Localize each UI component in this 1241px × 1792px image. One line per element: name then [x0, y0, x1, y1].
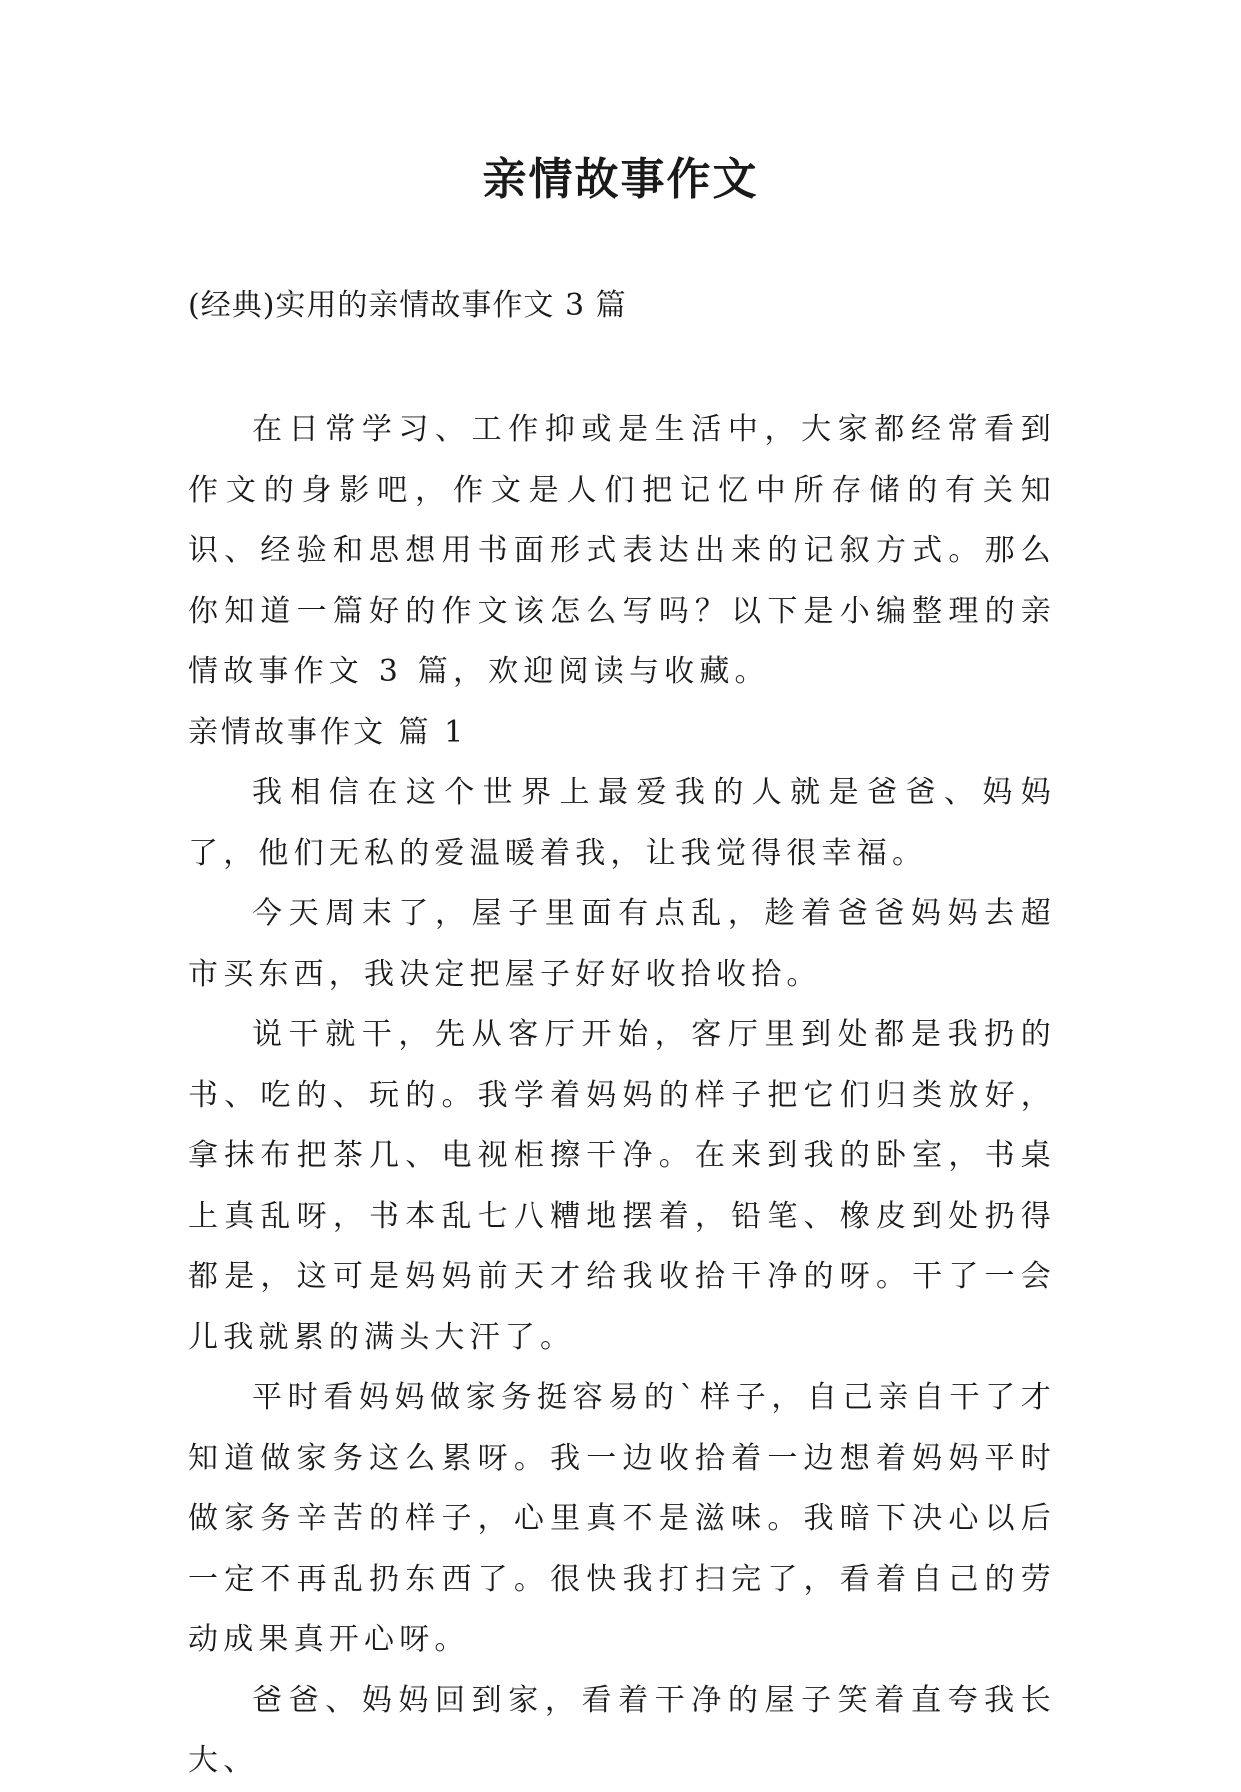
document-title: 亲情故事作文: [482, 154, 759, 205]
intro-paragraph: 在日常学习、工作抑或是生活中，大家都经常看到作文的身影吧，作文是人们把记忆中所存储的有关知识、经验和思想用书面形式表达出来的记叙方式。那么你知道一篇好的作文该怎么写吗？以下是小编整理的亲情故事作文 3 篇，欢迎阅读与收藏。: [188, 412, 1056, 689]
body-paragraph: 我相信在这个世界上最爱我的人就是爸爸、妈妈了，他们无私的爱温暖着我，让我觉得很幸福。: [188, 775, 1056, 871]
document-subtitle: (经典)实用的亲情故事作文 3 篇: [188, 288, 627, 323]
body-paragraph: 今天周末了，屋子里面有点乱，趁着爸爸妈妈去超市买东西，我决定把屋子好好收拾收拾。: [188, 896, 1056, 992]
section-heading: 亲情故事作文 篇 1: [188, 714, 467, 750]
body-paragraph: 平时看妈妈做家务挺容易的`样子，自己亲自干了才知道做家务这么累呀。我一边收拾着一边想着妈妈平时做家务辛苦的样子，心里真不是滋味。我暗下决心以后一定不再乱扔东西了。很快我打扫完了，看着自己的劳动成果真开心呀。: [188, 1380, 1056, 1657]
body-paragraph: 说干就干，先从客厅开始，客厅里到处都是我扔的书、吃的、玩的。我学着妈妈的样子把它们归类放好，拿抹布把茶几、电视柜擦干净。在来到我的卧室，书桌上真乱呀，书本乱七八糟地摆着，铅笔、橡皮到处扔得都是，这可是妈妈前天才给我收拾干净的呀。干了一会儿我就累的满头大汗了。: [188, 1017, 1056, 1355]
body-paragraph: 爸爸、妈妈回到家，看着干净的屋子笑着直夸我长大、: [188, 1682, 1056, 1778]
document-body: [188, 400, 1056, 1792]
